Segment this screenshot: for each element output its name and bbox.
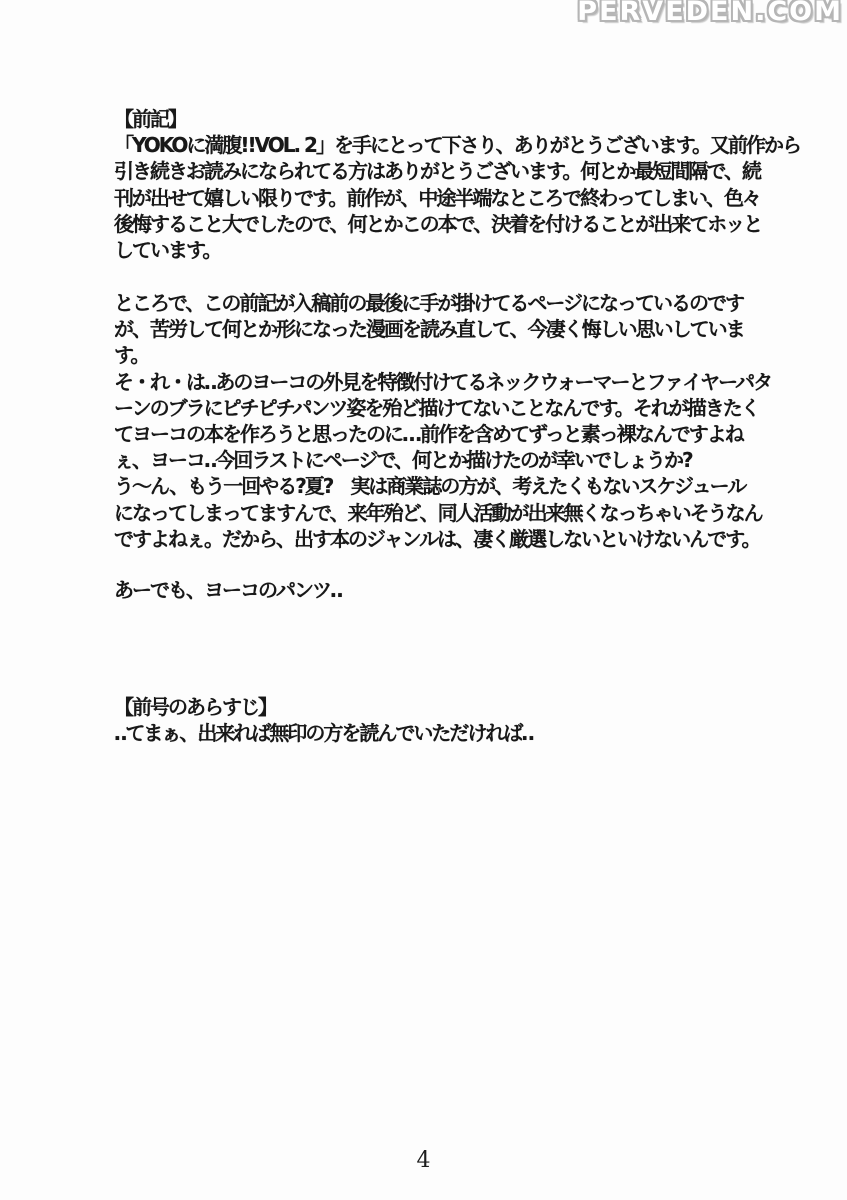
synopsis-heading: 【前号のあらすじ】 bbox=[114, 695, 276, 719]
foreword-body-section bbox=[114, 290, 774, 552]
page-number: 4 bbox=[416, 1148, 431, 1173]
text-line: そ・れ・は‥あのヨーコの外見を特徴付けてるネックウォーマーとファイヤーパタ bbox=[114, 369, 772, 394]
text-line: てヨーコの本を作ろうと思ったのに…前作を含めてずっと素っ裸なんですよね bbox=[114, 421, 743, 446]
foreword-section bbox=[114, 106, 800, 263]
text-line: しています。 bbox=[114, 237, 221, 262]
text-line: ですよねぇ。だから、出す本のジャンルは、凄く厳選しないといけないんです。 bbox=[114, 526, 760, 551]
text-line: になってしまってますんで、来年殆ど、同人活動が出来無くなっちゃいそうなん bbox=[114, 500, 762, 525]
text-line: ‥てまぁ、出来れば無印の方を読んでいただければ‥ bbox=[114, 721, 533, 746]
text-line: う〜ん、もう一回やる?夏? 実は商業誌の方が、考えたくもないスケジュール bbox=[114, 474, 746, 499]
text-line: が、苦労して何とか形になった漫画を読み直して、今凄く悔しい思いしていま bbox=[114, 317, 744, 342]
text-line: 「YOKOに満腹!!VOL. 2」を手にとって下さり、ありがとうございます。又前作から bbox=[114, 133, 800, 158]
synopsis-section bbox=[114, 694, 774, 746]
text-line: 引き続きお読みになられてる方はありがとうございます。何とか最短間隔で、続 bbox=[114, 159, 760, 184]
text-line: 刊が出せて嬉しい限りです。前作が、中途半端なところで終わってしまい、色々 bbox=[114, 185, 760, 210]
text-line: ぇ、ヨーコ‥今回ラストにページで、何とか描けたのが幸いでしょうか? bbox=[114, 448, 692, 473]
text-line: ーンのブラにピチピチパンツ姿を殆ど描けてないことなんです。それが描きたく bbox=[114, 395, 759, 420]
text-line: 後悔すること大でしたので、何とかこの本で、決着を付けることが出来てホッと bbox=[114, 211, 762, 236]
text-line: ところで、この前記が入稿前の最後に手が掛けてるページになっているのです bbox=[114, 291, 743, 315]
text-line: す。 bbox=[114, 343, 149, 368]
foreword-heading: 【前記】 bbox=[114, 107, 186, 131]
aside-section bbox=[114, 577, 774, 603]
watermark-text: PERVEDEN.COM bbox=[577, 0, 843, 27]
text-line: あーでも、ヨーコのパンツ‥ bbox=[114, 578, 342, 602]
